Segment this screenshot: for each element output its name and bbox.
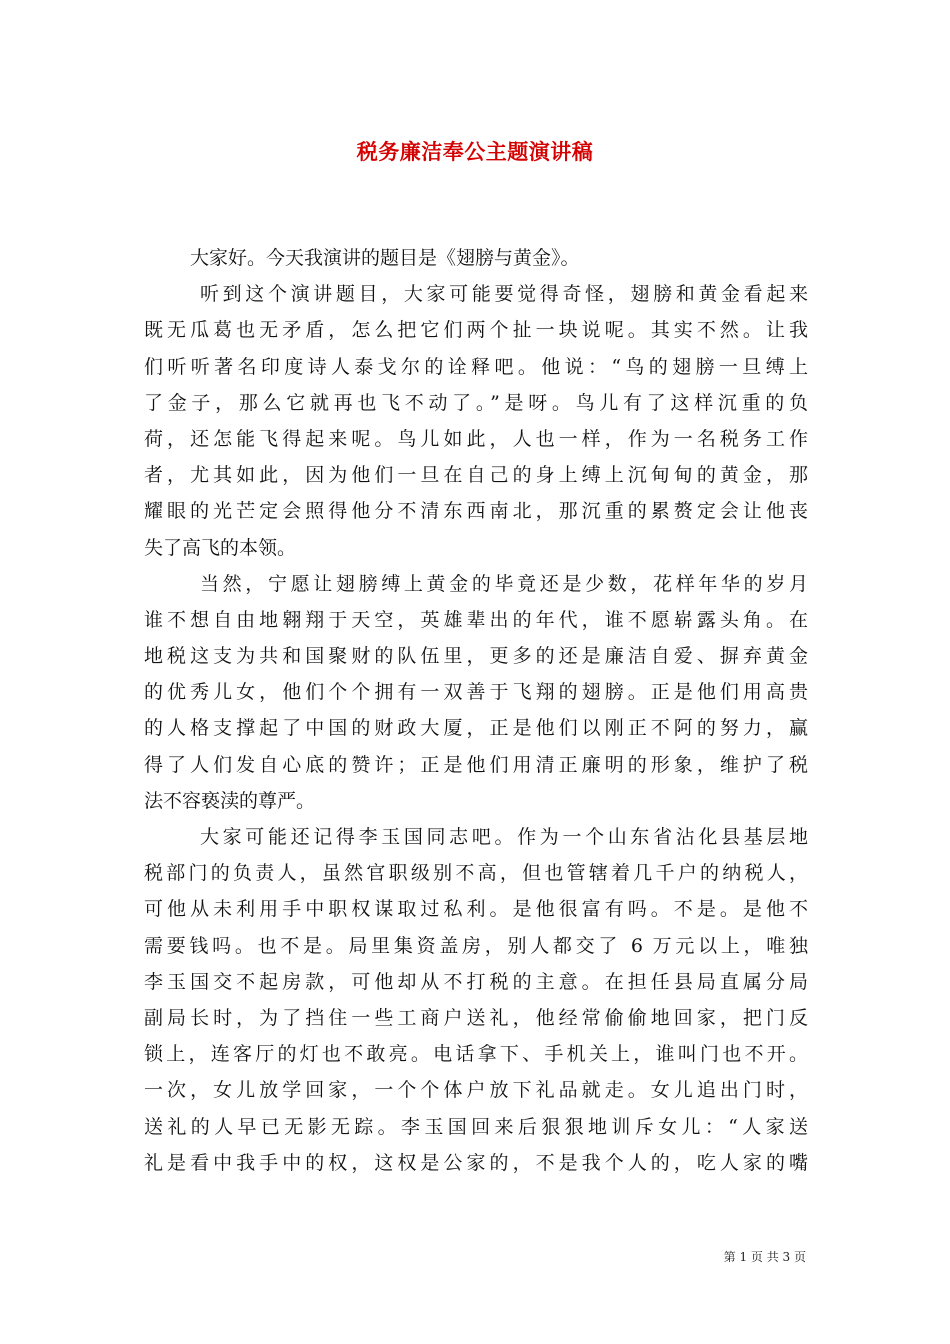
text-line: 礼是看中我手中的权，这权是公家的，不是我个人的，吃人家的嘴 xyxy=(144,1151,808,1174)
text-line: 地税这支为共和国聚财的队伍里，更多的还是廉洁自爱、摒弃黄金 xyxy=(144,645,808,668)
text-line: 的人格支撑起了中国的财政大厦，正是他们以刚正不阿的努力，赢 xyxy=(144,717,808,740)
document-title: 税务廉洁奉公主题演讲稿 xyxy=(356,139,594,164)
text-line: 谁不想自由地翱翔于天空，英雄辈出的年代，谁不愿崭露头角。在 xyxy=(144,608,808,631)
text-line: 者，尤其如此，因为他们一旦在自己的身上缚上沉甸甸的黄金，那 xyxy=(144,464,808,487)
text-line: 荷，还怎能飞得起来呢。鸟儿如此，人也一样，作为一名税务工作 xyxy=(144,427,808,450)
text-line: 得了人们发自心底的赞许；正是他们用清正廉明的形象，维护了税 xyxy=(144,753,808,776)
text-line: 李玉国交不起房款，可他却从不打税的主意。在担任县局直属分局 xyxy=(144,970,808,993)
text-line: 耀眼的光芒定会照得他分不清东西南北，那沉重的累赘定会让他丧 xyxy=(144,500,808,523)
text-line: 锁上，连客厅的灯也不敢亮。电话拿下、手机关上，谁叫门也不开。 xyxy=(144,1043,808,1066)
text-line: 副局长时，为了挡住一些工商户送礼，他经常偷偷地回家，把门反 xyxy=(144,1006,808,1029)
text-line: 一次，女儿放学回家，一个个体户放下礼品就走。女儿追出门时， xyxy=(144,1079,808,1102)
text-line: 送礼的人早已无影无踪。李玉国回来后狠狠地训斥女儿：“人家送 xyxy=(144,1115,808,1138)
text-line: 可他从未利用手中职权谋取过私利。是他很富有吗。不是。是他不 xyxy=(144,898,808,921)
text-line: 大家可能还记得李玉国同志吧。作为一个山东省沾化县基层地 xyxy=(200,826,808,848)
text-line: 了金子，那么它就再也飞不动了。”是呀。鸟儿有了这样沉重的负 xyxy=(144,391,808,414)
text-line: 的优秀儿女，他们个个拥有一双善于飞翔的翅膀。正是他们用高贵 xyxy=(144,681,808,704)
text-line: 大家好。今天我演讲的题目是《翅膀与黄金》。 xyxy=(190,247,580,269)
text-line: 既无瓜葛也无矛盾，怎么把它们两个扯一块说呢。其实不然。让我 xyxy=(144,319,808,342)
text-line: 失了高飞的本领。 xyxy=(144,536,297,559)
text-line: 当然，宁愿让翅膀缚上黄金的毕竟还是少数，花样年华的岁月 xyxy=(200,572,808,595)
text-line: 听到这个演讲题目，大家可能要觉得奇怪，翅膀和黄金看起来 xyxy=(200,283,808,306)
page-number: 第 1 页 共 3 页 xyxy=(723,1250,806,1264)
document-body xyxy=(144,240,808,1181)
text-line: 们听听著名印度诗人泰戈尔的诠释吧。他说：“鸟的翅膀一旦缚上 xyxy=(144,355,808,378)
text-line: 需要钱吗。也不是。局里集资盖房，别人都交了 6 万元以上，唯独 xyxy=(144,934,808,957)
text-line: 税部门的负责人，虽然官职级别不高，但也管辖着几千户的纳税人， xyxy=(144,862,808,885)
text-line: 法不容亵渎的尊严。 xyxy=(144,789,316,812)
